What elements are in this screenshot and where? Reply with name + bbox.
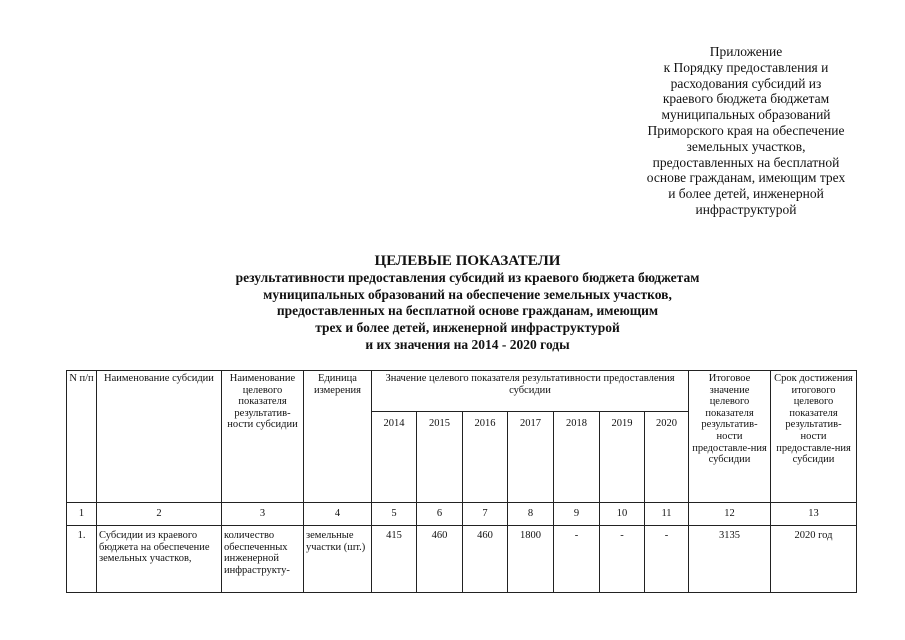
column-number: 2 [97, 503, 222, 526]
column-number: 9 [554, 503, 600, 526]
appendix-line: Приморского края на обеспечение [647, 122, 845, 138]
appendix-line: предоставленных на бесплатной [652, 154, 840, 170]
column-number: 11 [645, 503, 689, 526]
column-number: 3 [222, 503, 304, 526]
header-row [67, 371, 857, 412]
appendix-line: к Порядку предоставления и [663, 59, 829, 75]
row-value-2019: - [600, 526, 645, 593]
row-value-2020: - [645, 526, 689, 593]
column-number-row [67, 503, 857, 526]
document-title [150, 252, 785, 354]
title-sub-line: муниципальных образований на обеспечение земельных участков, [263, 286, 672, 302]
appendix-line: и более детей, инженерной [668, 186, 824, 202]
header-indicator-name: Наименование целевого показателя результатив-ности субсидии [222, 371, 304, 503]
row-value-2017: 1800 [508, 526, 554, 593]
row-num: 1. [67, 526, 97, 593]
header-total: Итоговое значение целевого показателя результатив-ности предоставле-ния субсидии [689, 371, 771, 503]
column-number: 5 [372, 503, 417, 526]
header-subsidy-name: Наименование субсидии [97, 371, 222, 503]
header-num: N п/п [67, 371, 97, 503]
title-sub-line: предоставленных на бесплатной основе гражданам, имеющим [276, 303, 659, 319]
table-row [67, 526, 857, 593]
column-number: 12 [689, 503, 771, 526]
appendix-line: расходования субсидий из [670, 75, 822, 91]
header-deadline: Срок достижения итогового целевого показателя результатив-ности предоставле-ния субсидии [771, 371, 857, 503]
column-number: 6 [417, 503, 463, 526]
header-year: 2015 [417, 412, 463, 503]
column-number: 8 [508, 503, 554, 526]
indicators-table [66, 370, 857, 593]
row-total: 3135 [689, 526, 771, 593]
appendix-line: земельных участков, [686, 138, 806, 154]
title-sub-line: трех и более детей, инженерной инфраструктурой [315, 320, 620, 336]
row-value-2018: - [554, 526, 600, 593]
row-deadline: 2020 год [771, 526, 857, 593]
header-year: 2018 [554, 412, 600, 503]
title-subtitle [150, 270, 785, 354]
header-year: 2016 [463, 412, 508, 503]
column-number: 10 [600, 503, 645, 526]
column-number: 4 [304, 503, 372, 526]
header-value-group: Значение целевого показателя результативности предоставления субсидии [372, 371, 689, 412]
row-unit: земельные участки (шт.) [304, 526, 372, 593]
appendix-line: муниципальных образований [661, 107, 831, 123]
column-number: 13 [771, 503, 857, 526]
appendix-note [628, 44, 864, 218]
header-unit: Единица измерения [304, 371, 372, 503]
appendix-line: инфраструктурой [695, 201, 797, 217]
row-indicator: количество обеспеченных инженерной инфраструкту- [222, 526, 304, 593]
column-number: 7 [463, 503, 508, 526]
appendix-line: Приложение [709, 44, 783, 59]
row-value-2015: 460 [417, 526, 463, 593]
appendix-line: краевого бюджета бюджетам [662, 91, 830, 107]
column-number: 1 [67, 503, 97, 526]
header-year: 2014 [372, 412, 417, 503]
header-year: 2020 [645, 412, 689, 503]
row-value-2016: 460 [463, 526, 508, 593]
title-main: ЦЕЛЕВЫЕ ПОКАЗАТЕЛИ [374, 253, 561, 269]
header-year: 2017 [508, 412, 554, 503]
row-value-2014: 415 [372, 526, 417, 593]
header-year: 2019 [600, 412, 645, 503]
row-subsidy: Субсидии из краевого бюджета на обеспечение земельных участков, [97, 526, 222, 593]
title-sub-line: и их значения на 2014 - 2020 годы [365, 336, 570, 352]
appendix-line: основе гражданам, имеющим трех [646, 170, 846, 186]
title-sub-line: результативности предоставления субсидий из краевого бюджета бюджетам [235, 270, 700, 285]
